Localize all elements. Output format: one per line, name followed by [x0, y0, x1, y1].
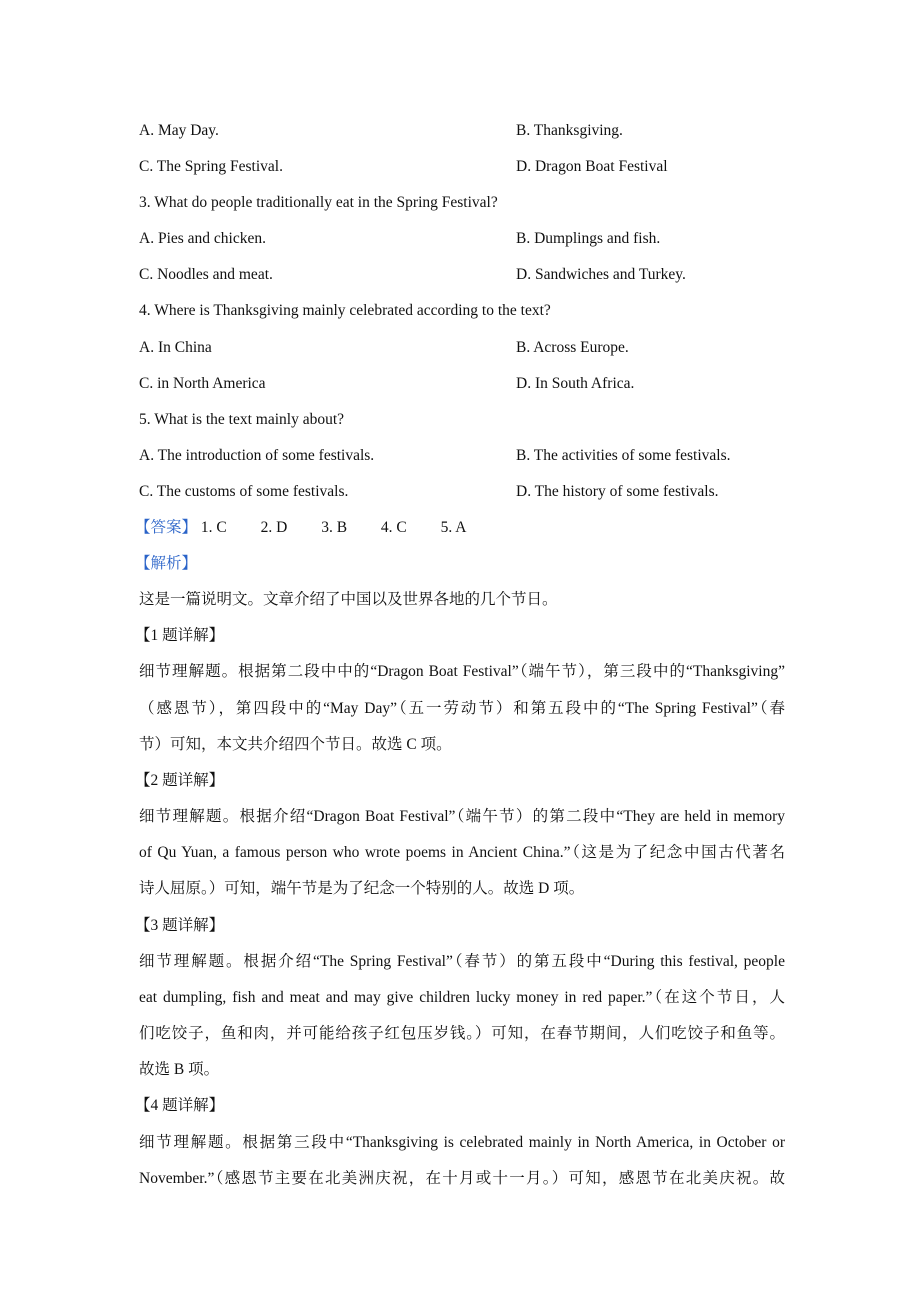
q5-question: 5. What is the text mainly about? [139, 411, 345, 428]
detail3-line-4: 故选 B 项。 [139, 1061, 220, 1078]
q3-option-d: D. Sandwiches and Turkey. [516, 266, 686, 283]
summary-text: 这是一篇说明文。文章介绍了中国以及世界各地的几个节日。 [139, 591, 558, 608]
answer-label: 【答案】 [135, 519, 198, 536]
detail4-line-2: November.”（感恩节主要在北美洲庆祝，在十月或十一月。）可知，感恩节在北美庆祝。故 [139, 1170, 785, 1187]
detail3-line-1: 细节理解题。根据介绍“The Spring Festival”（春节）的第五段中“During this festival, people [139, 953, 785, 970]
q4-question: 4. Where is Thanksgiving mainly celebrated according to the text? [139, 302, 551, 319]
detail4-heading: 【4 题详解】 [135, 1097, 225, 1114]
q4-option-d: D. In South Africa. [516, 375, 635, 392]
q4-option-b: B. Across Europe. [516, 339, 629, 356]
q5-option-d: D. The history of some festivals. [516, 483, 719, 500]
answer-5: 5. A [440, 519, 467, 536]
detail1-line-3: 节）可知，本文共介绍四个节日。故选 C 项。 [139, 736, 452, 753]
q2-option-c: C. The Spring Festival. [139, 158, 283, 175]
detail2-line-1: 细节理解题。根据介绍“Dragon Boat Festival”（端午节）的第二段中“They are held in memory [139, 808, 785, 825]
answer-2: 2. D [260, 519, 288, 536]
q4-option-a: A. In China [139, 339, 212, 356]
answer-row [135, 518, 466, 538]
detail3-line-2: eat dumpling, fish and meat and may give children lucky money in red paper.”（在这个节日，人 [139, 989, 785, 1006]
analysis-label: 【解析】 [135, 555, 198, 572]
q3-option-c: C. Noodles and meat. [139, 266, 273, 283]
q5-option-a: A. The introduction of some festivals. [139, 447, 375, 464]
q3-option-b: B. Dumplings and fish. [516, 230, 661, 247]
q5-option-c: C. The customs of some festivals. [139, 483, 349, 500]
q2-option-b: B. Thanksgiving. [516, 122, 623, 139]
detail1-line-2: （感恩节），第四段中的“May Day”（五一劳动节）和第五段中的“The Spring Festival”（春 [139, 700, 785, 717]
detail1-heading: 【1 题详解】 [135, 627, 225, 644]
detail4-line-1: 细节理解题。根据第三段中“Thanksgiving is celebrated mainly in North America, in October or [139, 1134, 785, 1151]
detail2-line-3: 诗人屈原。）可知，端午节是为了纪念一个特别的人。故选 D 项。 [139, 880, 585, 897]
detail2-heading: 【2 题详解】 [135, 772, 225, 789]
q3-question: 3. What do people traditionally eat in the Spring Festival? [139, 194, 498, 211]
q5-option-b: B. The activities of some festivals. [516, 447, 731, 464]
q2-option-a: A. May Day. [139, 122, 219, 139]
detail3-line-3: 们吃饺子，鱼和肉，并可能给孩子红包压岁钱。）可知，在春节期间，人们吃饺子和鱼等。 [139, 1025, 785, 1042]
answer-4: 4. C [380, 519, 407, 536]
q2-option-d: D. Dragon Boat Festival [516, 158, 668, 175]
answer-1: 1. C [200, 519, 227, 536]
detail1-line-1: 细节理解题。根据第二段中中的“Dragon Boat Festival”（端午节），第三段中的“Thanksgiving” [139, 663, 785, 680]
q3-option-a: A. Pies and chicken. [139, 230, 266, 247]
detail2-line-2: of Qu Yuan, a famous person who wrote poems in Ancient China.”（这是为了纪念中国古代著名 [139, 844, 785, 861]
q4-option-c: C. in North America [139, 375, 266, 392]
detail3-heading: 【3 题详解】 [135, 917, 225, 934]
answer-3: 3. B [321, 519, 348, 536]
